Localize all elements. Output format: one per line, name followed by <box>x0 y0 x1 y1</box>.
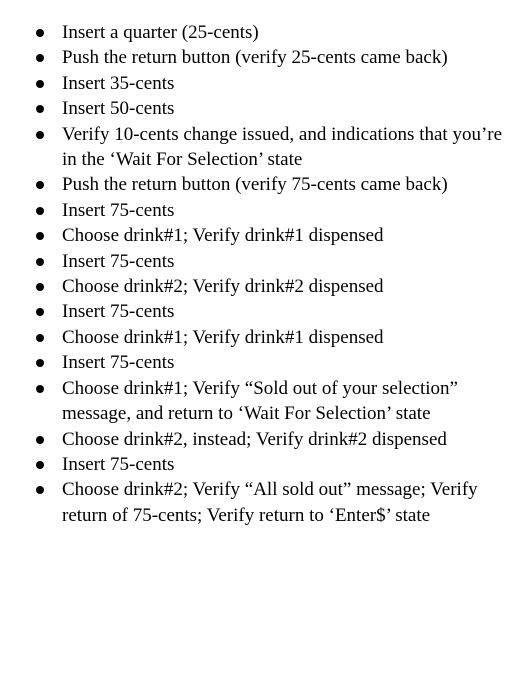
bullet-icon <box>36 131 44 139</box>
bullet-icon <box>36 385 44 393</box>
bullet-icon <box>36 207 44 215</box>
bullet-icon <box>36 54 44 62</box>
test-steps-list <box>34 20 519 528</box>
list-item-text: Choose drink#1; Verify drink#1 dispensed <box>62 326 384 348</box>
list-item <box>34 223 519 248</box>
list-item-text: Insert 75-cents <box>62 301 175 323</box>
list-item <box>34 122 519 173</box>
list-item-text: Choose drink#1; Verify “Sold out of your selection” message, and return to ‘Wait For Selection’ state <box>62 377 458 425</box>
bullet-icon <box>36 334 44 342</box>
bullet-icon <box>36 486 44 494</box>
list-item <box>34 350 519 375</box>
list-item <box>34 376 519 427</box>
list-item-text: Insert 35-cents <box>62 72 175 94</box>
list-item <box>34 71 519 96</box>
list-item <box>34 274 519 299</box>
list-item-text: Push the return button (verify 75-cents came back) <box>62 174 448 196</box>
list-item <box>34 299 519 324</box>
list-item-text: Verify 10-cents change issued, and indications that you’re in the ‘Wait For Selection’ state <box>62 123 503 171</box>
list-item-text: Choose drink#2; Verify drink#2 dispensed <box>62 276 384 298</box>
bullet-icon <box>36 461 44 469</box>
bullet-icon <box>36 232 44 240</box>
bullet-icon <box>36 80 44 88</box>
list-item-text: Choose drink#2, instead; Verify drink#2 dispensed <box>62 428 447 450</box>
list-item <box>34 452 519 477</box>
list-item <box>34 172 519 197</box>
list-item-text: Insert 75-cents <box>62 199 175 221</box>
list-item <box>34 249 519 274</box>
bullet-icon <box>36 105 44 113</box>
bullet-icon <box>36 359 44 367</box>
bullet-icon <box>36 436 44 444</box>
list-item-text: Insert a quarter (25-cents) <box>62 22 259 43</box>
bullet-icon <box>36 29 44 37</box>
list-item-text: Insert 75-cents <box>62 352 175 374</box>
list-item <box>34 477 519 528</box>
list-item <box>34 96 519 121</box>
list-item <box>34 325 519 350</box>
list-item-text: Choose drink#2; Verify “All sold out” message; Verify return of 75-cents; Verify return to ‘Enter$’ state <box>62 479 478 526</box>
bullet-icon <box>36 258 44 266</box>
list-item-text: Insert 50-cents <box>62 98 175 120</box>
list-item-text: Insert 75-cents <box>62 453 175 475</box>
bullet-icon <box>36 308 44 316</box>
list-item-text: Insert 75-cents <box>62 250 175 272</box>
list-item-text: Push the return button (verify 25-cents came back) <box>62 47 448 69</box>
bullet-icon <box>36 283 44 291</box>
list-item <box>34 198 519 223</box>
list-item <box>34 20 519 45</box>
list-item <box>34 427 519 452</box>
list-item-text: Choose drink#1; Verify drink#1 dispensed <box>62 225 384 247</box>
list-item <box>34 45 519 70</box>
bullet-icon <box>36 181 44 189</box>
